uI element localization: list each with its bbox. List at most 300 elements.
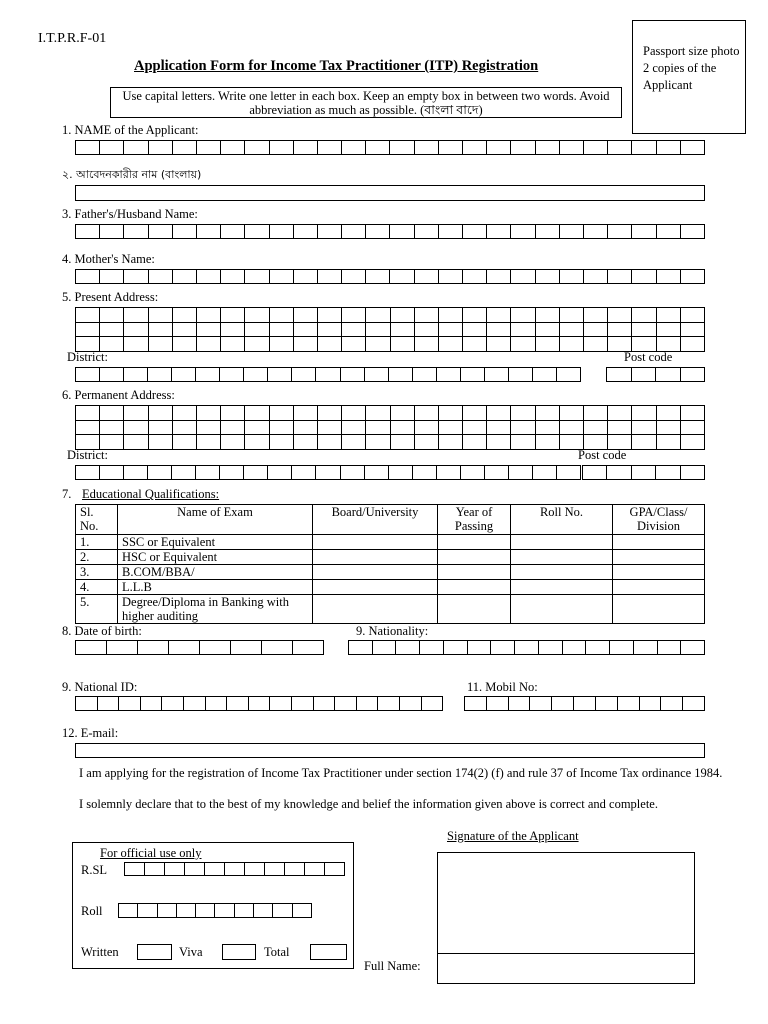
- letter-box[interactable]: [292, 903, 312, 918]
- letter-box[interactable]: [221, 421, 245, 436]
- letter-box[interactable]: [439, 435, 463, 450]
- gpa-cell[interactable]: [613, 550, 705, 565]
- letter-box[interactable]: [149, 308, 173, 323]
- letter-box[interactable]: [584, 421, 608, 436]
- letter-box[interactable]: [391, 421, 415, 436]
- letter-box[interactable]: [219, 465, 243, 480]
- letter-box[interactable]: [583, 224, 607, 239]
- letter-box[interactable]: [511, 308, 535, 323]
- letter-box[interactable]: [261, 640, 292, 655]
- letter-box[interactable]: [487, 421, 511, 436]
- letter-box[interactable]: [97, 696, 119, 711]
- letter-box[interactable]: [391, 323, 415, 338]
- letter-box[interactable]: [681, 421, 705, 436]
- name-bangla-field[interactable]: [75, 185, 705, 201]
- letter-box[interactable]: [415, 421, 439, 436]
- roll-boxes[interactable]: [118, 903, 312, 918]
- letter-box[interactable]: [438, 269, 462, 284]
- letter-box[interactable]: [270, 406, 294, 421]
- letter-box[interactable]: [463, 406, 487, 421]
- letter-box[interactable]: [173, 337, 197, 352]
- present-district-boxes[interactable]: [75, 367, 581, 382]
- letter-box[interactable]: [511, 337, 535, 352]
- letter-box[interactable]: [412, 367, 436, 382]
- letter-box[interactable]: [463, 323, 487, 338]
- letter-box[interactable]: [173, 421, 197, 436]
- letter-box[interactable]: [607, 140, 631, 155]
- letter-box[interactable]: [460, 367, 484, 382]
- letter-box[interactable]: [436, 367, 460, 382]
- letter-box[interactable]: [75, 269, 99, 284]
- letter-box[interactable]: [224, 862, 244, 876]
- letter-box[interactable]: [639, 696, 661, 711]
- letter-box[interactable]: [487, 406, 511, 421]
- letter-box[interactable]: [511, 323, 535, 338]
- letter-box[interactable]: [294, 323, 318, 338]
- letter-box[interactable]: [144, 862, 164, 876]
- letter-box[interactable]: [291, 696, 313, 711]
- letter-box[interactable]: [294, 337, 318, 352]
- rsl-boxes[interactable]: [124, 862, 345, 876]
- viva-box[interactable]: [222, 944, 256, 960]
- letter-box[interactable]: [76, 323, 100, 338]
- letter-box[interactable]: [462, 140, 486, 155]
- letter-box[interactable]: [317, 224, 341, 239]
- letter-box[interactable]: [118, 903, 137, 918]
- letter-box[interactable]: [157, 903, 176, 918]
- letter-box[interactable]: [657, 406, 681, 421]
- letter-box[interactable]: [123, 367, 147, 382]
- letter-box[interactable]: [270, 308, 294, 323]
- letter-box[interactable]: [100, 308, 124, 323]
- letter-box[interactable]: [148, 224, 172, 239]
- letter-box[interactable]: [511, 406, 535, 421]
- letter-box[interactable]: [608, 406, 632, 421]
- letter-box[interactable]: [655, 465, 679, 480]
- year-cell[interactable]: [438, 565, 511, 580]
- letter-box[interactable]: [439, 323, 463, 338]
- letter-box[interactable]: [267, 367, 291, 382]
- letter-box[interactable]: [269, 140, 293, 155]
- letter-box[interactable]: [415, 435, 439, 450]
- letter-box[interactable]: [197, 435, 221, 450]
- letter-box[interactable]: [508, 465, 532, 480]
- letter-box[interactable]: [421, 696, 444, 711]
- letter-box[interactable]: [535, 140, 559, 155]
- letter-box[interactable]: [366, 337, 390, 352]
- letter-box[interactable]: [536, 421, 560, 436]
- letter-box[interactable]: [464, 696, 486, 711]
- letter-box[interactable]: [75, 224, 99, 239]
- letter-box[interactable]: [559, 269, 583, 284]
- letter-box[interactable]: [583, 140, 607, 155]
- letter-box[interactable]: [415, 337, 439, 352]
- letter-box[interactable]: [486, 140, 510, 155]
- letter-box[interactable]: [197, 308, 221, 323]
- letter-box[interactable]: [365, 140, 389, 155]
- mobile-boxes[interactable]: [464, 696, 705, 711]
- letter-box[interactable]: [631, 367, 656, 382]
- letter-box[interactable]: [439, 406, 463, 421]
- letter-box[interactable]: [220, 269, 244, 284]
- roll-cell[interactable]: [511, 565, 613, 580]
- letter-box[interactable]: [137, 903, 156, 918]
- letter-box[interactable]: [244, 862, 264, 876]
- letter-box[interactable]: [508, 367, 532, 382]
- letter-box[interactable]: [253, 903, 272, 918]
- letter-box[interactable]: [244, 269, 268, 284]
- letter-box[interactable]: [680, 640, 705, 655]
- letter-box[interactable]: [293, 140, 317, 155]
- letter-box[interactable]: [657, 323, 681, 338]
- letter-box[interactable]: [220, 140, 244, 155]
- letter-box[interactable]: [149, 421, 173, 436]
- year-cell[interactable]: [438, 535, 511, 550]
- letter-box[interactable]: [244, 140, 268, 155]
- letter-box[interactable]: [75, 640, 106, 655]
- letter-box[interactable]: [123, 465, 147, 480]
- letter-box[interactable]: [609, 640, 633, 655]
- letter-box[interactable]: [100, 323, 124, 338]
- letter-box[interactable]: [399, 696, 421, 711]
- letter-box[interactable]: [680, 224, 705, 239]
- letter-box[interactable]: [366, 435, 390, 450]
- letter-box[interactable]: [204, 862, 224, 876]
- letter-box[interactable]: [183, 696, 205, 711]
- letter-box[interactable]: [656, 269, 680, 284]
- letter-box[interactable]: [633, 640, 657, 655]
- letter-box[interactable]: [99, 140, 123, 155]
- letter-box[interactable]: [486, 696, 508, 711]
- letter-box[interactable]: [99, 367, 123, 382]
- letter-box[interactable]: [245, 323, 269, 338]
- letter-box[interactable]: [123, 140, 147, 155]
- letter-box[interactable]: [583, 269, 607, 284]
- letter-box[interactable]: [148, 140, 172, 155]
- letter-box[interactable]: [76, 421, 100, 436]
- letter-box[interactable]: [608, 308, 632, 323]
- letter-box[interactable]: [680, 465, 705, 480]
- letter-box[interactable]: [490, 640, 514, 655]
- national-id-boxes[interactable]: [75, 696, 443, 711]
- letter-box[interactable]: [196, 269, 220, 284]
- letter-box[interactable]: [149, 406, 173, 421]
- letter-box[interactable]: [248, 696, 270, 711]
- letter-box[interactable]: [680, 140, 705, 155]
- letter-box[interactable]: [365, 224, 389, 239]
- letter-box[interactable]: [161, 696, 183, 711]
- letter-box[interactable]: [221, 323, 245, 338]
- letter-box[interactable]: [315, 367, 339, 382]
- letter-box[interactable]: [681, 337, 705, 352]
- letter-box[interactable]: [197, 406, 221, 421]
- letter-box[interactable]: [313, 696, 335, 711]
- letter-box[interactable]: [443, 640, 467, 655]
- year-cell[interactable]: [438, 550, 511, 565]
- letter-box[interactable]: [463, 421, 487, 436]
- letter-box[interactable]: [294, 421, 318, 436]
- roll-cell[interactable]: [511, 580, 613, 595]
- dob-boxes[interactable]: [75, 640, 324, 655]
- letter-box[interactable]: [681, 323, 705, 338]
- letter-box[interactable]: [536, 323, 560, 338]
- letter-box[interactable]: [536, 406, 560, 421]
- letter-box[interactable]: [680, 367, 706, 382]
- letter-box[interactable]: [366, 323, 390, 338]
- letter-box[interactable]: [221, 337, 245, 352]
- letter-box[interactable]: [439, 337, 463, 352]
- letter-box[interactable]: [76, 308, 100, 323]
- letter-box[interactable]: [195, 367, 219, 382]
- letter-box[interactable]: [147, 465, 171, 480]
- letter-box[interactable]: [487, 323, 511, 338]
- letter-box[interactable]: [173, 323, 197, 338]
- gpa-cell[interactable]: [613, 535, 705, 550]
- letter-box[interactable]: [270, 323, 294, 338]
- letter-box[interactable]: [559, 224, 583, 239]
- letter-box[interactable]: [195, 465, 219, 480]
- letter-box[interactable]: [655, 367, 680, 382]
- letter-box[interactable]: [559, 140, 583, 155]
- letter-box[interactable]: [172, 224, 196, 239]
- letter-box[interactable]: [341, 224, 365, 239]
- letter-box[interactable]: [510, 224, 534, 239]
- gpa-cell[interactable]: [613, 565, 705, 580]
- letter-box[interactable]: [631, 465, 655, 480]
- letter-box[interactable]: [511, 421, 535, 436]
- letter-box[interactable]: [366, 406, 390, 421]
- letter-box[interactable]: [269, 224, 293, 239]
- letter-box[interactable]: [197, 323, 221, 338]
- letter-box[interactable]: [608, 421, 632, 436]
- letter-box[interactable]: [584, 323, 608, 338]
- letter-box[interactable]: [510, 140, 534, 155]
- letter-box[interactable]: [632, 421, 656, 436]
- letter-box[interactable]: [340, 465, 364, 480]
- present-address-grid[interactable]: [75, 307, 705, 352]
- letter-box[interactable]: [391, 406, 415, 421]
- letter-box[interactable]: [99, 465, 123, 480]
- letter-box[interactable]: [391, 435, 415, 450]
- letter-box[interactable]: [681, 308, 705, 323]
- letter-box[interactable]: [584, 308, 608, 323]
- letter-box[interactable]: [341, 269, 365, 284]
- letter-box[interactable]: [168, 640, 199, 655]
- letter-box[interactable]: [304, 862, 324, 876]
- letter-box[interactable]: [584, 406, 608, 421]
- letter-box[interactable]: [462, 224, 486, 239]
- letter-box[interactable]: [460, 465, 484, 480]
- letter-box[interactable]: [484, 367, 508, 382]
- letter-box[interactable]: [318, 337, 342, 352]
- letter-box[interactable]: [269, 696, 291, 711]
- letter-box[interactable]: [556, 465, 581, 480]
- letter-box[interactable]: [245, 406, 269, 421]
- letter-box[interactable]: [560, 323, 584, 338]
- letter-box[interactable]: [657, 421, 681, 436]
- letter-box[interactable]: [245, 421, 269, 436]
- letter-box[interactable]: [221, 308, 245, 323]
- permanent-district-boxes[interactable]: [75, 465, 581, 480]
- nationality-boxes[interactable]: [348, 640, 705, 655]
- board-cell[interactable]: [313, 550, 438, 565]
- mother-boxes[interactable]: [75, 269, 705, 284]
- letter-box[interactable]: [140, 696, 162, 711]
- letter-box[interactable]: [582, 465, 606, 480]
- board-cell[interactable]: [313, 580, 438, 595]
- letter-box[interactable]: [395, 640, 419, 655]
- letter-box[interactable]: [462, 269, 486, 284]
- letter-box[interactable]: [532, 465, 556, 480]
- letter-box[interactable]: [467, 640, 491, 655]
- letter-box[interactable]: [536, 337, 560, 352]
- letter-box[interactable]: [234, 903, 253, 918]
- letter-box[interactable]: [315, 465, 339, 480]
- letter-box[interactable]: [372, 640, 396, 655]
- letter-box[interactable]: [149, 323, 173, 338]
- letter-box[interactable]: [657, 435, 681, 450]
- letter-box[interactable]: [484, 465, 508, 480]
- letter-box[interactable]: [291, 367, 315, 382]
- letter-box[interactable]: [172, 140, 196, 155]
- letter-box[interactable]: [419, 640, 443, 655]
- roll-cell[interactable]: [511, 550, 613, 565]
- letter-box[interactable]: [438, 224, 462, 239]
- letter-box[interactable]: [292, 640, 324, 655]
- letter-box[interactable]: [560, 406, 584, 421]
- letter-box[interactable]: [100, 421, 124, 436]
- letter-box[interactable]: [75, 140, 99, 155]
- letter-box[interactable]: [439, 421, 463, 436]
- letter-box[interactable]: [508, 696, 530, 711]
- letter-box[interactable]: [243, 465, 267, 480]
- letter-box[interactable]: [269, 269, 293, 284]
- letter-box[interactable]: [356, 696, 378, 711]
- letter-box[interactable]: [631, 140, 655, 155]
- letter-box[interactable]: [389, 269, 413, 284]
- letter-box[interactable]: [124, 862, 144, 876]
- signature-box[interactable]: [437, 852, 695, 984]
- letter-box[interactable]: [388, 465, 412, 480]
- letter-box[interactable]: [199, 640, 230, 655]
- letter-box[interactable]: [388, 367, 412, 382]
- letter-box[interactable]: [365, 269, 389, 284]
- letter-box[interactable]: [607, 269, 631, 284]
- letter-box[interactable]: [366, 421, 390, 436]
- letter-box[interactable]: [439, 308, 463, 323]
- letter-box[interactable]: [270, 435, 294, 450]
- gpa-cell[interactable]: [613, 580, 705, 595]
- letter-box[interactable]: [147, 367, 171, 382]
- letter-box[interactable]: [657, 640, 681, 655]
- letter-box[interactable]: [318, 308, 342, 323]
- letter-box[interactable]: [377, 696, 399, 711]
- letter-box[interactable]: [463, 308, 487, 323]
- letter-box[interactable]: [436, 465, 460, 480]
- letter-box[interactable]: [164, 862, 184, 876]
- letter-box[interactable]: [551, 696, 573, 711]
- permanent-postcode-boxes[interactable]: [582, 465, 705, 480]
- letter-box[interactable]: [680, 269, 705, 284]
- letter-box[interactable]: [100, 406, 124, 421]
- letter-box[interactable]: [415, 406, 439, 421]
- letter-box[interactable]: [230, 640, 261, 655]
- letter-box[interactable]: [364, 465, 388, 480]
- year-cell[interactable]: [438, 580, 511, 595]
- letter-box[interactable]: [294, 435, 318, 450]
- letter-box[interactable]: [270, 421, 294, 436]
- letter-box[interactable]: [341, 140, 365, 155]
- letter-box[interactable]: [632, 406, 656, 421]
- letter-box[interactable]: [245, 435, 269, 450]
- letter-box[interactable]: [632, 308, 656, 323]
- letter-box[interactable]: [149, 435, 173, 450]
- email-field[interactable]: [75, 743, 705, 758]
- year-cell[interactable]: [438, 595, 511, 624]
- letter-box[interactable]: [535, 269, 559, 284]
- letter-box[interactable]: [124, 337, 148, 352]
- total-box[interactable]: [310, 944, 347, 960]
- letter-box[interactable]: [176, 903, 195, 918]
- letter-box[interactable]: [584, 337, 608, 352]
- written-box[interactable]: [137, 944, 172, 960]
- letter-box[interactable]: [75, 465, 99, 480]
- letter-box[interactable]: [106, 640, 137, 655]
- letter-box[interactable]: [245, 337, 269, 352]
- letter-box[interactable]: [171, 465, 195, 480]
- letter-box[interactable]: [318, 421, 342, 436]
- board-cell[interactable]: [313, 535, 438, 550]
- letter-box[interactable]: [657, 308, 681, 323]
- letter-box[interactable]: [173, 406, 197, 421]
- letter-box[interactable]: [244, 224, 268, 239]
- letter-box[interactable]: [414, 269, 438, 284]
- letter-box[interactable]: [560, 308, 584, 323]
- letter-box[interactable]: [342, 308, 366, 323]
- letter-box[interactable]: [318, 323, 342, 338]
- letter-box[interactable]: [463, 337, 487, 352]
- name-boxes[interactable]: [75, 140, 705, 155]
- letter-box[interactable]: [606, 465, 630, 480]
- letter-box[interactable]: [221, 435, 245, 450]
- letter-box[interactable]: [124, 308, 148, 323]
- letter-box[interactable]: [342, 421, 366, 436]
- letter-box[interactable]: [184, 862, 204, 876]
- letter-box[interactable]: [585, 640, 609, 655]
- letter-box[interactable]: [536, 435, 560, 450]
- letter-box[interactable]: [342, 406, 366, 421]
- letter-box[interactable]: [487, 308, 511, 323]
- letter-box[interactable]: [267, 465, 291, 480]
- letter-box[interactable]: [514, 640, 538, 655]
- letter-box[interactable]: [196, 140, 220, 155]
- letter-box[interactable]: [99, 269, 123, 284]
- letter-box[interactable]: [510, 269, 534, 284]
- letter-box[interactable]: [391, 308, 415, 323]
- letter-box[interactable]: [660, 696, 682, 711]
- letter-box[interactable]: [272, 903, 291, 918]
- letter-box[interactable]: [681, 435, 705, 450]
- letter-box[interactable]: [318, 406, 342, 421]
- letter-box[interactable]: [342, 337, 366, 352]
- letter-box[interactable]: [149, 337, 173, 352]
- letter-box[interactable]: [124, 323, 148, 338]
- letter-box[interactable]: [415, 308, 439, 323]
- letter-box[interactable]: [632, 323, 656, 338]
- letter-box[interactable]: [124, 421, 148, 436]
- letter-box[interactable]: [682, 696, 705, 711]
- present-postcode-boxes[interactable]: [606, 367, 705, 382]
